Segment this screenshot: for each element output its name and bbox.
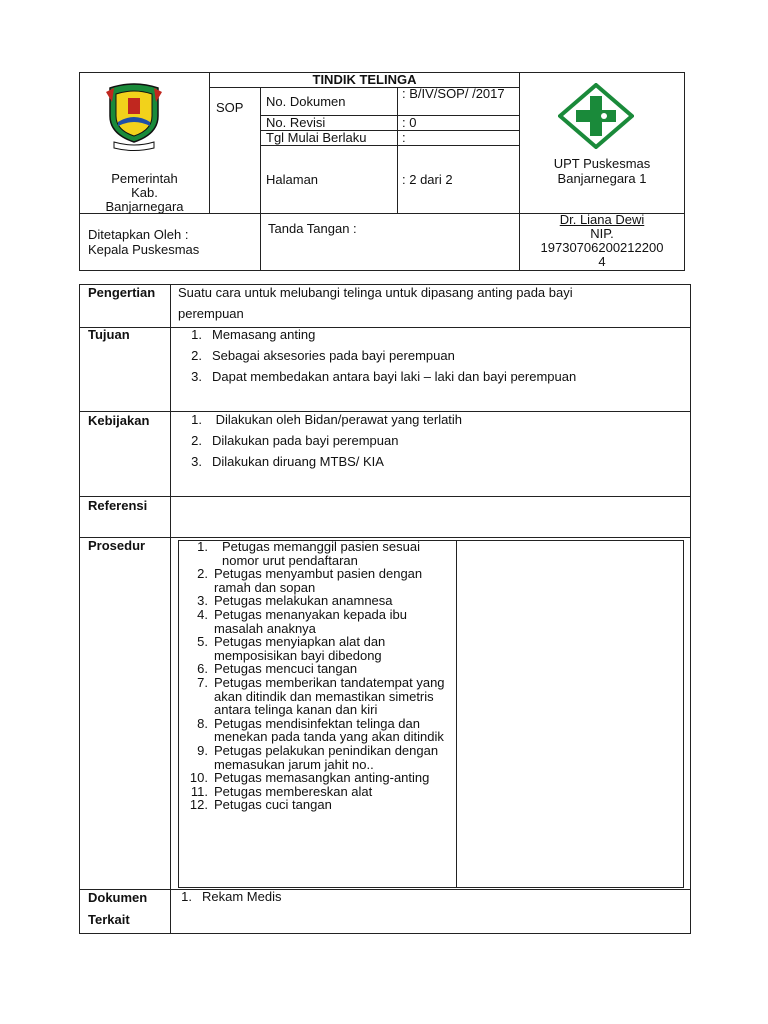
value-tgl-mulai: :	[402, 130, 406, 145]
label-kebijakan: Kebijakan	[88, 413, 150, 428]
org-left-line2: Kab.	[131, 185, 158, 200]
list-item: 3. Dapat membedakan antara bayi laki – laki dan bayi perempuan	[191, 369, 577, 384]
label-pengertian: Pengertian	[88, 285, 156, 300]
list-item: 3. Dilakukan diruang MTBS/ KIA	[191, 454, 384, 469]
value-no-dokumen: : B/IV/SOP/ /2017	[402, 86, 505, 101]
list-item: 9. Petugas pelakukan penindikan dengan memasukan jarum jahit no..	[197, 742, 439, 772]
banjarnegara-crest-icon	[104, 82, 164, 154]
sop-label: SOP	[216, 100, 244, 115]
label-dokumen: Dokumen	[88, 890, 148, 905]
pengertian-text-line2: perempuan	[178, 306, 244, 321]
list-item: 6. Petugas mencuci tangan	[197, 661, 358, 677]
label-tgl-mulai: Tgl Mulai Berlaku	[266, 130, 367, 145]
list-item: 1. Dilakukan oleh Bidan/perawat yang terlatih	[191, 412, 463, 427]
list-item: 8. Petugas mendisinfektan telinga dan menekan pada tanda yang akan ditindik	[197, 715, 444, 745]
list-item: 1. Memasang anting	[191, 327, 316, 342]
label-terkait: Terkait	[88, 912, 130, 927]
signer-name: Dr. Liana Dewi	[559, 212, 645, 227]
list-item: 5. Petugas menyiapkan alat dan memposisikan bayi dibedong	[197, 634, 386, 663]
list-item: 1. Rekam Medis	[181, 889, 282, 904]
label-prosedur: Prosedur	[88, 538, 146, 553]
org-left-line3: Banjarnegara	[105, 199, 184, 214]
signer-nip-number: 19730706200212200	[540, 240, 664, 255]
org-right-line2: Banjarnegara 1	[557, 171, 647, 186]
list-item: 3. Petugas melakukan anamnesa	[197, 593, 393, 609]
label-tujuan: Tujuan	[88, 327, 130, 342]
org-left-line1: Pemerintah	[111, 171, 178, 186]
label-no-dokumen: No. Dokumen	[266, 94, 346, 109]
value-no-revisi: : 0	[402, 115, 417, 130]
list-item: 2. Dilakukan pada bayi perempuan	[191, 433, 399, 448]
list-item: 11. Petugas membereskan alat	[190, 783, 373, 799]
puskesmas-cross-icon	[558, 83, 634, 149]
signer-nip-tail: 4	[598, 254, 606, 269]
prosedur-list	[186, 540, 456, 812]
label-halaman: Halaman	[266, 172, 319, 187]
value-halaman: : 2 dari 2	[402, 172, 453, 187]
list-item: 2. Petugas menyambut pasien dengan ramah dan sopan	[197, 566, 423, 595]
list-item: 12. Petugas cuci tangan	[189, 797, 332, 813]
document-title: TINDIK TELINGA	[312, 72, 417, 87]
list-item: 7. Petugas memberikan tandatempat yang akan ditindik dan memastikan simetris antara telinga kanan dan kiri	[197, 674, 445, 718]
label-referensi: Referensi	[88, 498, 148, 513]
ditetapkan-label: Ditetapkan Oleh :	[88, 227, 189, 242]
list-item: 1. Petugas memanggil pasien sesuai nomor urut pendaftaran	[197, 539, 421, 568]
list-item: 10. Petugas memasangkan anting-anting	[189, 770, 430, 786]
tanda-tangan-label: Tanda Tangan :	[268, 221, 357, 236]
label-no-revisi: No. Revisi	[266, 115, 326, 130]
ditetapkan-jabatan: Kepala Puskesmas	[88, 242, 200, 257]
org-right-line1: UPT Puskesmas	[553, 156, 651, 171]
signer-nip-label: NIP.	[590, 226, 614, 241]
list-item: 2. Sebagai aksesories pada bayi perempuan	[191, 348, 455, 363]
pengertian-text-line1: Suatu cara untuk melubangi telinga untuk dipasang anting pada bayi	[178, 285, 573, 300]
list-item: 4. Petugas menanyakan kepada ibu masalah anaknya	[197, 606, 407, 636]
